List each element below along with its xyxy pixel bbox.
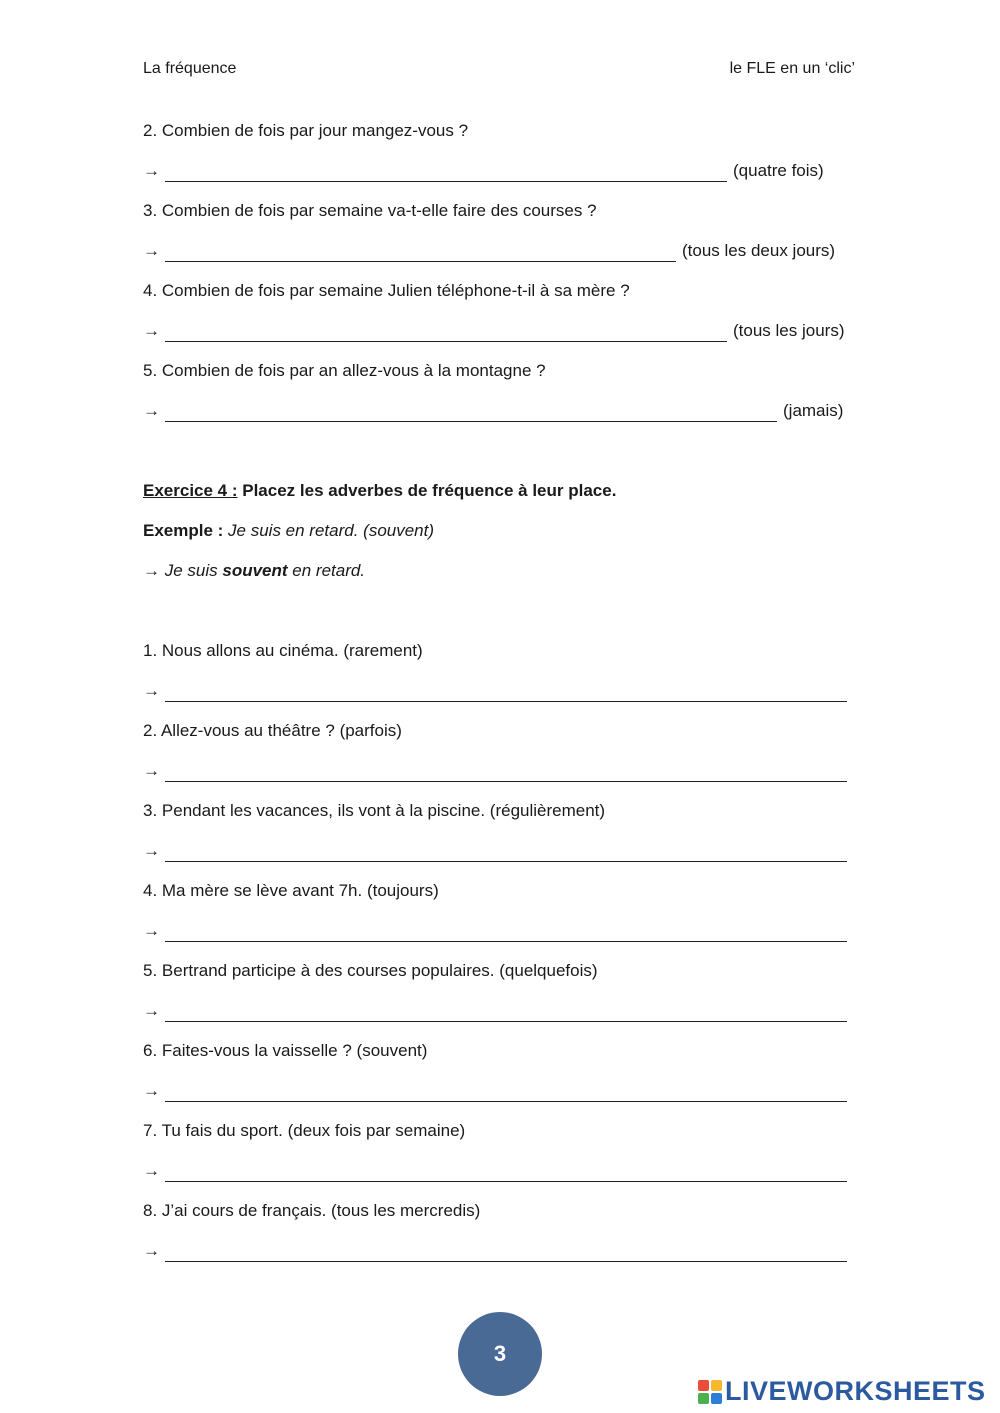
e6-answer-row [143,1080,853,1102]
header-left: La fréquence [143,60,237,77]
arrow-icon: → [143,161,160,180]
answer-field[interactable] [165,685,847,702]
arrow-icon: → [143,1161,160,1180]
logo-icon [698,1380,722,1404]
arrow-icon: → [143,401,160,420]
arrow-icon: → [143,1081,160,1100]
exercise4-title [143,480,616,502]
liveworksheets-logo [698,1376,986,1407]
arrow-icon: → [143,561,160,580]
e3-answer-row [143,840,853,862]
answer-field[interactable] [165,1085,847,1102]
arrow-icon: → [143,841,160,860]
example-answer-bold: souvent [222,561,288,580]
e8-answer-row [143,1240,853,1262]
header-right: le FLE en un ‘clic’ [729,60,855,77]
e1-question: 1. Nous allons au cinéma. (rarement) [143,641,423,660]
answer-field[interactable] [165,325,727,342]
answer-field[interactable] [165,1005,847,1022]
answer-field[interactable] [165,925,847,942]
q3-answer-row [143,240,835,262]
e5-question: 5. Bertrand participe à des courses populaires. (quelquefois) [143,961,598,980]
answer-field[interactable] [165,1165,847,1182]
e2-answer-row [143,760,853,782]
example-answer-post: en retard. [287,561,366,580]
e7-answer-row [143,1160,853,1182]
arrow-icon: → [143,321,160,340]
e6-question: 6. Faites-vous la vaisselle ? (souvent) [143,1041,428,1060]
exercise4-instruction: Placez les adverbes de fréquence à leur place. [237,481,617,500]
e3-question: 3. Pendant les vacances, ils vont à la piscine. (régulièrement) [143,801,606,820]
e2-question: 2. Allez-vous au théâtre ? (parfois) [143,721,402,740]
hint: (tous les deux jours) [682,241,836,260]
hint: (jamais) [783,401,844,420]
arrow-icon: → [143,681,160,700]
answer-field[interactable] [165,845,847,862]
page-number: 3 [458,1312,542,1396]
arrow-icon: → [143,761,160,780]
e4-question: 4. Ma mère se lève avant 7h. (toujours) [143,881,439,900]
answer-field[interactable] [165,405,777,422]
q5-answer-row [143,400,843,422]
example-answer [143,560,365,582]
e8-question: 8. J’ai cours de français. (tous les mercredis) [143,1201,481,1220]
e1-answer-row [143,680,853,702]
q4-question: 4. Combien de fois par semaine Julien téléphone-t-il à sa mère ? [143,281,630,300]
q4-answer-row [143,320,844,342]
answer-field[interactable] [165,765,847,782]
arrow-icon: → [143,1241,160,1260]
example-sentence: Je suis en retard. (souvent) [223,521,435,540]
arrow-icon: → [143,1001,160,1020]
hint: (quatre fois) [733,161,824,180]
q3-question: 3. Combien de fois par semaine va-t-elle faire des courses ? [143,201,597,220]
q2-answer-row [143,160,824,182]
answer-field[interactable] [165,1245,847,1262]
e4-answer-row [143,920,853,942]
hint: (tous les jours) [733,321,845,340]
example-label: Exemple : [143,521,224,540]
e5-answer-row [143,1000,853,1022]
exercise4-label: Exercice 4 : [143,481,238,500]
example-line [143,520,434,542]
arrow-icon: → [143,921,160,940]
q5-question: 5. Combien de fois par an allez-vous à la montagne ? [143,361,546,380]
logo-text: LIVEWORKSHEETS [725,1376,986,1406]
answer-field[interactable] [165,165,727,182]
q2-question: 2. Combien de fois par jour mangez-vous ? [143,121,469,140]
example-answer-pre: Je suis [160,561,223,580]
arrow-icon: → [143,241,160,260]
e7-question: 7. Tu fais du sport. (deux fois par semaine) [143,1121,466,1140]
answer-field[interactable] [165,245,676,262]
